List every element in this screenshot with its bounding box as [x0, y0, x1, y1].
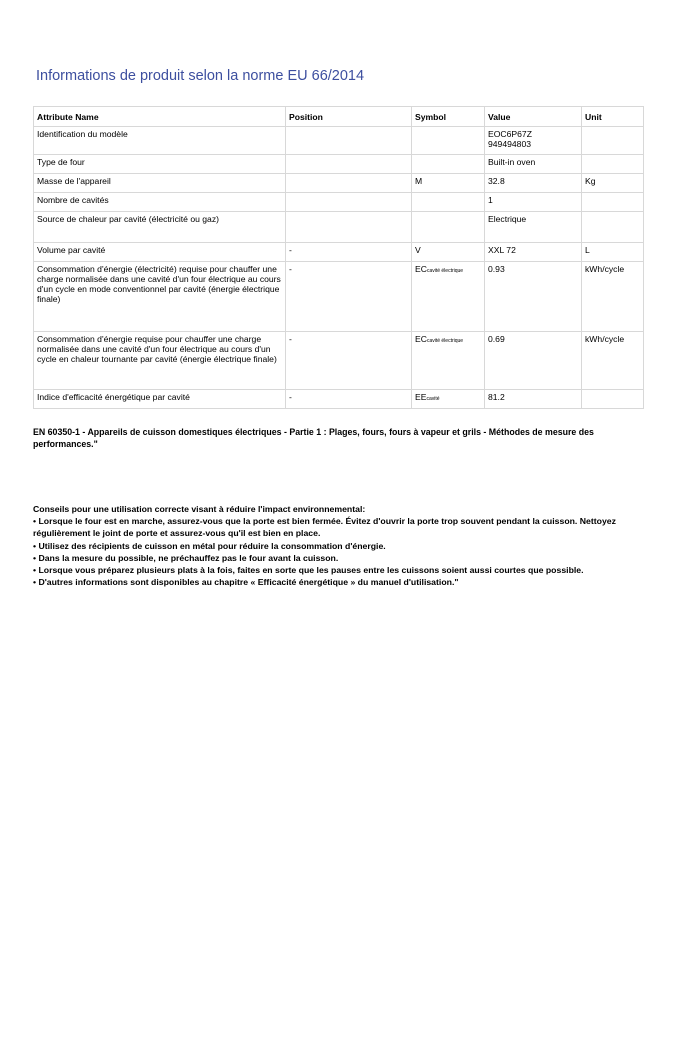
cell-unit [582, 127, 644, 155]
standard-note: EN 60350-1 - Appareils de cuisson domestiques électriques - Partie 1 : Plages, fours, fours à vapeur et grils - Méthodes de mesure des performances." [33, 427, 594, 449]
header-symbol: Symbol [412, 107, 485, 127]
symbol-text: V [415, 245, 421, 255]
cell-position [286, 193, 412, 212]
header-attribute-name: Attribute Name [34, 107, 286, 127]
cell-unit [582, 193, 644, 212]
advice-item: • Utilisez des récipients de cuisson en métal pour réduire la consommation d'énergie. [33, 540, 386, 551]
cell-position: - [286, 390, 412, 409]
cell-value: Built-in oven [485, 155, 582, 174]
cell-symbol [412, 262, 485, 332]
cell-unit [582, 155, 644, 174]
table-row [34, 127, 644, 155]
product-info-table [33, 106, 644, 409]
cell-symbol [412, 390, 485, 409]
symbol-text: EE [415, 392, 427, 402]
cell-attribute-name: Volume par cavité [34, 243, 286, 262]
cell-unit: Kg [582, 174, 644, 193]
cell-position: - [286, 243, 412, 262]
header-position: Position [286, 107, 412, 127]
cell-value: 32.8 [485, 174, 582, 193]
symbol-text: M [415, 176, 423, 186]
header-unit: Unit [582, 107, 644, 127]
cell-attribute-name: Source de chaleur par cavité (électricité ou gaz) [34, 212, 286, 243]
cell-value: EOC6P67Z 949494803 [485, 127, 582, 155]
cell-value: 0.69 [485, 332, 582, 390]
cell-value: 81.2 [485, 390, 582, 409]
advice-item: • D'autres informations sont disponibles au chapitre « Efficacité énergétique » du manuel d'utilisation." [33, 577, 459, 588]
cell-attribute-name: Masse de l'appareil [34, 174, 286, 193]
table-row [34, 193, 644, 212]
symbol-subscript: cavité électrique [426, 268, 464, 274]
cell-symbol [412, 332, 485, 390]
table-row [34, 155, 644, 174]
table-row [34, 390, 644, 409]
header-value: Value [485, 107, 582, 127]
cell-unit [582, 212, 644, 243]
cell-symbol [412, 127, 485, 155]
cell-value: 1 [485, 193, 582, 212]
cell-unit: L [582, 243, 644, 262]
advice-item: • Lorsque vous préparez plusieurs plats à la fois, faites en sorte que les pauses entre les cuissons soient aussi courtes que possible. [33, 565, 584, 576]
cell-attribute-name: Consommation d'énergie (électricité) requise pour chauffer une charge normalisée dans une cavité d'un four électrique au cours d'un cycle en mode conventionnel par cavité (énergie électrique finale) [34, 262, 286, 332]
advice-heading: Conseils pour une utilisation correcte visant à réduire l'impact environnemental: [33, 504, 366, 514]
table-row [34, 174, 644, 193]
cell-symbol [412, 193, 485, 212]
cell-position [286, 127, 412, 155]
cell-position [286, 155, 412, 174]
cell-unit [582, 390, 644, 409]
cell-symbol [412, 155, 485, 174]
cell-attribute-name: Nombre de cavités [34, 193, 286, 212]
cell-symbol [412, 174, 485, 193]
symbol-subscript: cavité [426, 396, 440, 402]
cell-position [286, 174, 412, 193]
cell-unit: kWh/cycle [582, 262, 644, 332]
cell-value: XXL 72 [485, 243, 582, 262]
cell-symbol [412, 243, 485, 262]
table-row [34, 243, 644, 262]
advice-item: • Lorsque le four est en marche, assurez-vous que la porte est bien fermée. Évitez d'ouvrir la porte trop souvent pendant la cuisson. Nettoyez régulièrement le joint de porte et assurez-vous qu'il est bien en place. [33, 516, 616, 539]
cell-attribute-name: Identification du modèle [34, 127, 286, 155]
table-row [34, 332, 644, 390]
cell-value: Electrique [485, 212, 582, 243]
advice-section [33, 503, 653, 588]
table-row [34, 262, 644, 332]
cell-attribute-name: Type de four [34, 155, 286, 174]
cell-position: - [286, 262, 412, 332]
cell-position [286, 212, 412, 243]
cell-unit: kWh/cycle [582, 332, 644, 390]
cell-position: - [286, 332, 412, 390]
cell-attribute-name: Consommation d'énergie requise pour chauffer une charge normalisée dans une cavité d'un four électrique au cours d'un cycle en chaleur tournante par cavité (énergie électrique finale) [34, 332, 286, 390]
cell-attribute-name: Indice d'efficacité énergétique par cavité [34, 390, 286, 409]
cell-value: 0.93 [485, 262, 582, 332]
symbol-subscript: cavité électrique [426, 338, 464, 344]
advice-item: • Dans la mesure du possible, ne préchauffez pas le four avant la cuisson. [33, 552, 339, 563]
table-row [34, 212, 644, 243]
cell-symbol [412, 212, 485, 243]
symbol-text: EC [415, 264, 427, 274]
symbol-text: EC [415, 334, 427, 344]
table-header-row [34, 107, 644, 127]
page-title: Informations de produit selon la norme EU 66/2014 [36, 68, 365, 84]
